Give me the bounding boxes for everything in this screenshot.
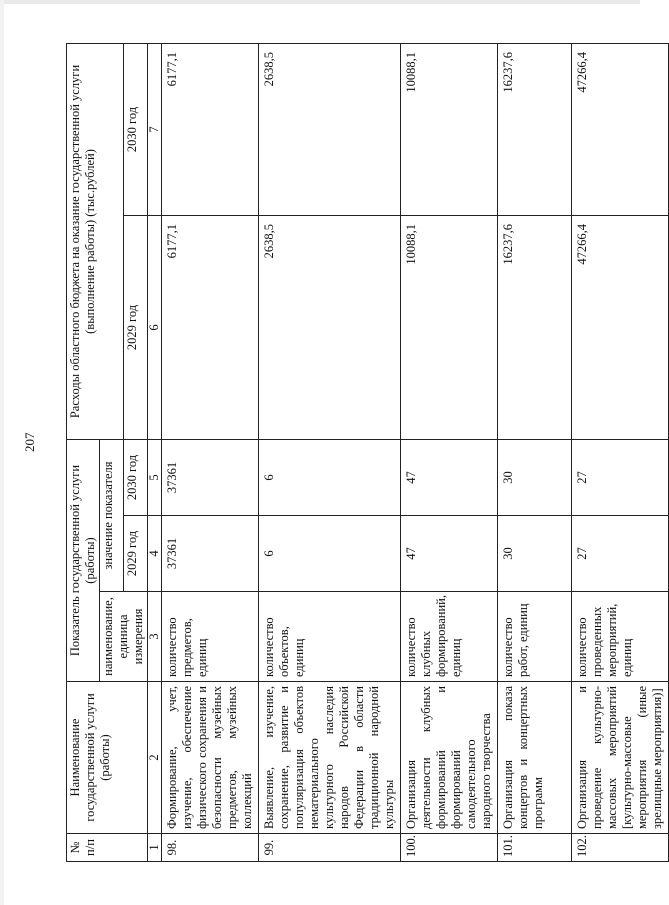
header-no: № п/п bbox=[67, 834, 148, 862]
service-name: Организация и проведение культурно-массовых мероприятий [культурно-массовые мероприятия (иные зрелищные мероприятия)] bbox=[572, 682, 669, 834]
value-2030: 37361 bbox=[162, 440, 259, 516]
table-row bbox=[401, 44, 498, 862]
expense-2029: 47266,4 bbox=[572, 216, 669, 440]
row-number: 100. bbox=[401, 834, 498, 862]
expense-2030: 47266,4 bbox=[572, 44, 669, 216]
row-number: 99. bbox=[259, 834, 401, 862]
row-number: 102. bbox=[572, 834, 669, 862]
header-value: значение показателя bbox=[100, 440, 124, 592]
service-name: Формирование, учет, изучение, обеспечение физического сохранения и безопасности музейных предметов, музейных коллекций bbox=[162, 682, 259, 834]
expense-2030: 2638,5 bbox=[259, 44, 401, 216]
expense-2030: 16237,6 bbox=[498, 44, 572, 216]
header-indicator-group: Показатель государственной услуги (работы) bbox=[67, 440, 100, 682]
header-row-1 bbox=[67, 44, 100, 862]
value-2029: 47 bbox=[401, 516, 498, 592]
value-2029: 30 bbox=[498, 516, 572, 592]
header-expense-group: Расходы областного бюджета на оказание государственной услуги (выполнение работы) (тыс.рублей) bbox=[67, 44, 124, 440]
value-2030: 6 bbox=[259, 440, 401, 516]
header-service-name: Наименование государственной услуги (работы) bbox=[67, 682, 148, 834]
column-number: 7 bbox=[148, 44, 162, 216]
expense-2030: 6177,1 bbox=[162, 44, 259, 216]
header-value-2030: 2030 год bbox=[124, 440, 148, 516]
column-number: 1 bbox=[148, 834, 162, 862]
page-number: 207 bbox=[22, 432, 37, 452]
value-2029: 37361 bbox=[162, 516, 259, 592]
value-2030: 47 bbox=[401, 440, 498, 516]
scan-top-edge bbox=[0, 0, 640, 4]
indicator-unit: количество работ, единиц bbox=[498, 592, 572, 682]
table-row bbox=[572, 44, 669, 862]
value-2029: 6 bbox=[259, 516, 401, 592]
service-name: Организация показа концертов и концертных программ bbox=[498, 682, 572, 834]
service-name: Организация деятельности клубных формирований и формирований самодеятельного народного творчества bbox=[401, 682, 498, 834]
expense-2029: 2638,5 bbox=[259, 216, 401, 440]
indicator-unit: количество проведенных мероприятий, единиц bbox=[572, 592, 669, 682]
table-row bbox=[498, 44, 572, 862]
column-number: 4 bbox=[148, 516, 162, 592]
table-row bbox=[162, 44, 259, 862]
header-expense-2029: 2029 год bbox=[124, 216, 148, 440]
expense-2029: 10088,1 bbox=[401, 216, 498, 440]
indicator-unit: количество объектов, единиц bbox=[259, 592, 401, 682]
expense-2030: 10088,1 bbox=[401, 44, 498, 216]
indicator-unit: количество клубных формирований, единиц bbox=[401, 592, 498, 682]
column-number-row bbox=[148, 44, 162, 862]
value-2029: 27 bbox=[572, 516, 669, 592]
rotated-table-container bbox=[66, 44, 664, 862]
expense-2029: 16237,6 bbox=[498, 216, 572, 440]
row-number: 98. bbox=[162, 834, 259, 862]
scan-left-edge bbox=[0, 0, 4, 905]
expense-2029: 6177,1 bbox=[162, 216, 259, 440]
column-number: 5 bbox=[148, 440, 162, 516]
column-number: 6 bbox=[148, 216, 162, 440]
header-value-2029: 2029 год bbox=[124, 516, 148, 592]
indicator-unit: количество предметов, единиц bbox=[162, 592, 259, 682]
column-number: 3 bbox=[148, 592, 162, 682]
service-name: Выявление, изучение, сохранение, развитие и популяризация объектов нематериального культурного наследия народов Российской Федерации в области традиционной народной культуры bbox=[259, 682, 401, 834]
column-number: 2 bbox=[148, 682, 162, 834]
services-table bbox=[66, 43, 669, 862]
header-expense-2030: 2030 год bbox=[124, 44, 148, 216]
row-number: 101. bbox=[498, 834, 572, 862]
value-2030: 30 bbox=[498, 440, 572, 516]
table-row bbox=[259, 44, 401, 862]
header-unit: наименование, единица измерения bbox=[100, 592, 148, 682]
value-2030: 27 bbox=[572, 440, 669, 516]
